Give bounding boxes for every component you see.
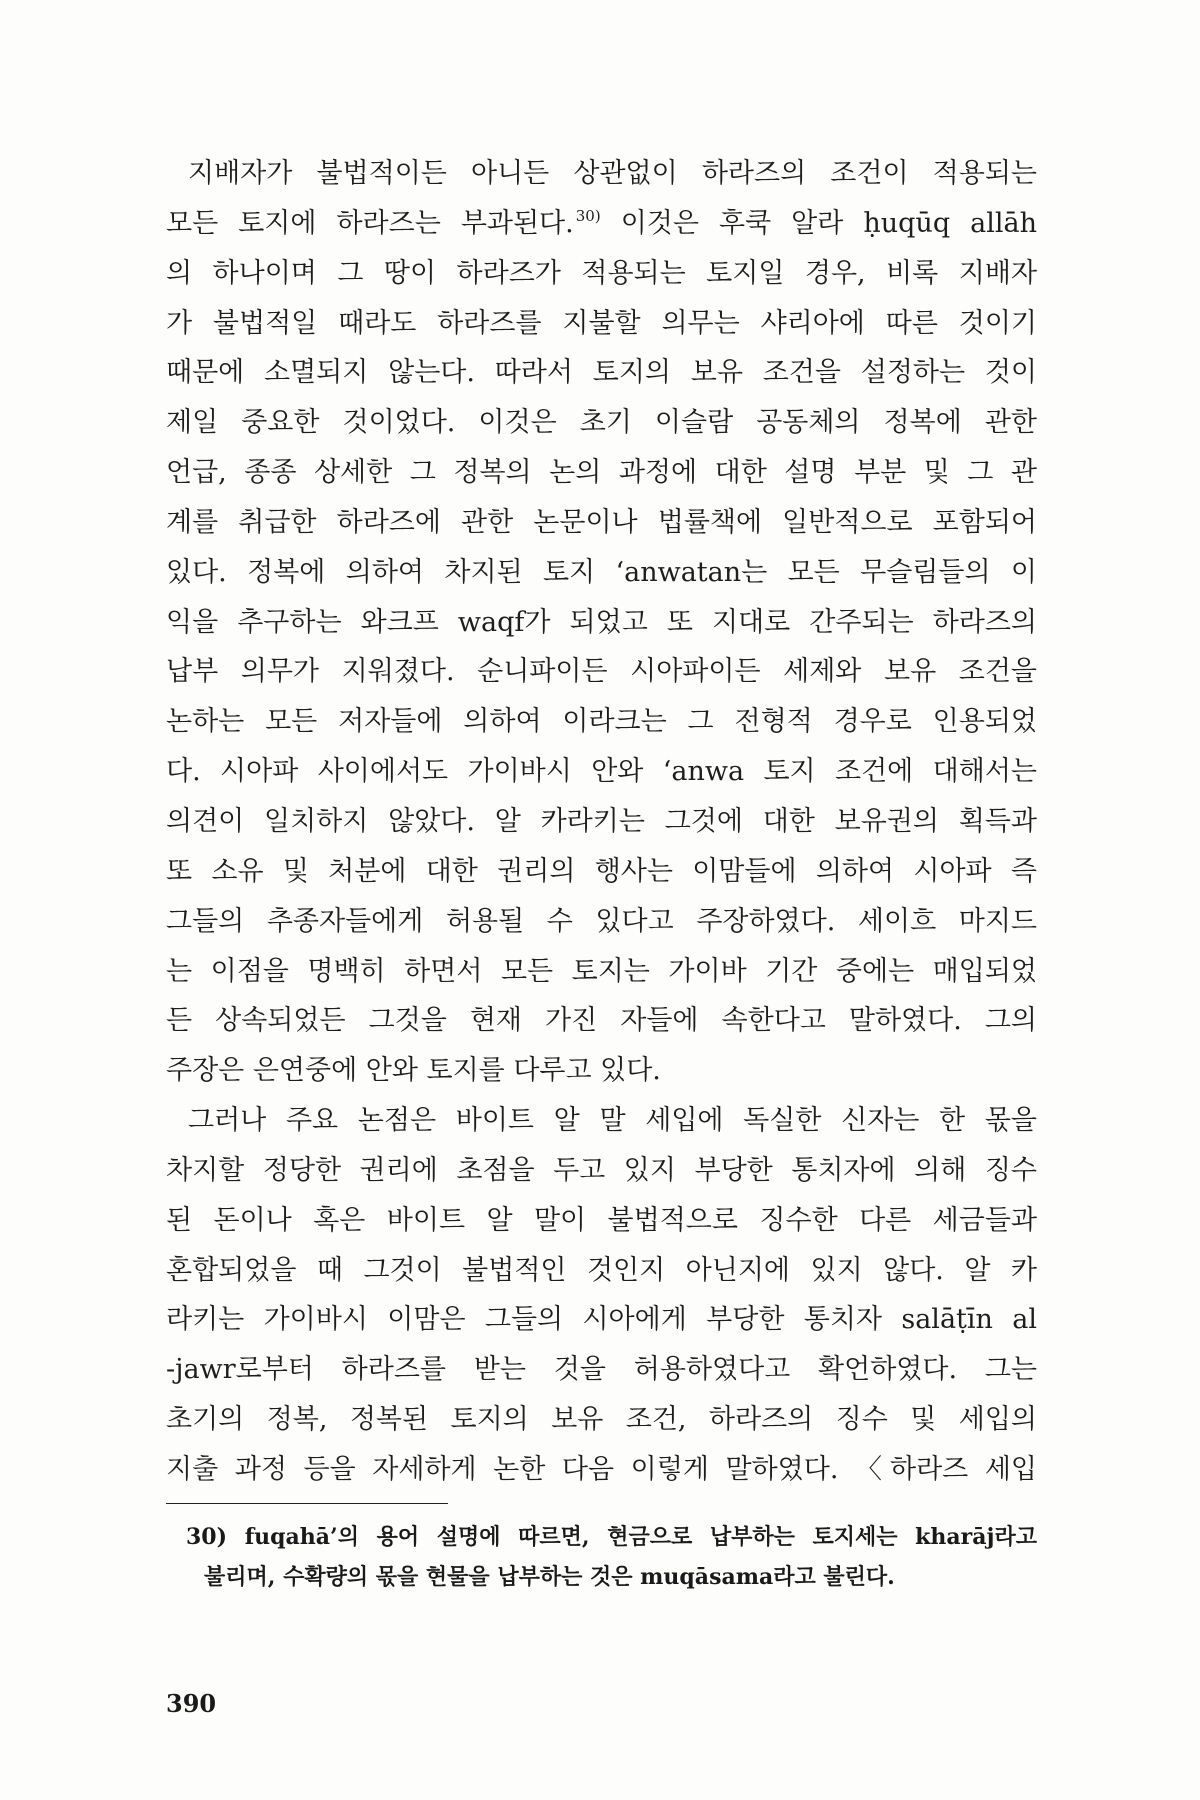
text-line: 그들의 추종자들에게 허용될 수 있다고 주장하였다. 세이흐 마지드 — [166, 905, 1037, 937]
text-line: 든 상속되었든 그것을 현재 가진 자들에 속한다고 말하였다. 그의 — [166, 1005, 1037, 1037]
text-line: 그러나 주요 논점은 바이트 알 말 세입에 독실한 신자는 한 몫을 — [188, 1105, 1037, 1137]
text-line: 혼합되었을 때 그것이 불법적인 것인지 아닌지에 있지 않다. 알 카 — [166, 1254, 1037, 1286]
footnote — [186, 1517, 1037, 1597]
text-line: 된 돈이나 혹은 바이트 알 말이 불법적으로 징수한 다른 세금들과 — [166, 1204, 1037, 1236]
text-line: 지출 과정 등을 자세하게 논한 다음 이렇게 말하였다. 〈하라즈 세입 — [166, 1453, 1037, 1485]
text-line: 언급, 종종 상세한 그 정복의 논의 과정에 대한 설명 부분 및 그 관 — [166, 457, 1037, 489]
text-line: 라키는 가이바시 이맘은 그들의 시아에게 부당한 통치자 salāṭīn al — [166, 1304, 1037, 1336]
text-line: 익을 추구하는 와크프 waqf가 되었고 또 지대로 간주되는 하라즈의 — [166, 606, 1037, 638]
text-line: 차지할 정당한 권리에 초점을 두고 있지 부당한 통치자에 의해 징수 — [166, 1154, 1037, 1186]
text-line: 는 이점을 명백히 하면서 모든 토지는 가이바 기간 중에는 매입되었 — [166, 955, 1037, 987]
text-line: 다. 시아파 사이에서도 가이바시 안와 ‘anwa 토지 조건에 대해서는 — [166, 756, 1037, 788]
text-line: 납부 의무가 지워졌다. 순니파이든 시아파이든 세제와 보유 조건을 — [166, 656, 1037, 688]
footnote-line — [186, 1517, 1037, 1557]
text-line: 제일 중요한 것이었다. 이것은 초기 이슬람 공동체의 정복에 관한 — [166, 407, 1037, 439]
footnote-line: 불리며, 수확량의 몫을 현물을 납부하는 것은 muqāsama라고 불린다. — [204, 1564, 895, 1590]
footnote-marker: 30) — [186, 1524, 228, 1550]
text-segment: 모든 토지에 하라즈는 부과된다. — [166, 207, 574, 239]
footnote-reference: 30) — [575, 206, 601, 225]
text-line: 지배자가 불법적이든 아니든 상관없이 하라즈의 조건이 적용되는 — [188, 158, 1037, 189]
text-line: 또 소유 및 처분에 대한 권리의 행사는 이맘들에 의하여 시아파 즉 — [166, 855, 1037, 887]
text-line: 의견이 일치하지 않았다. 알 카라키는 그것에 대한 보유권의 획득과 — [166, 805, 1037, 837]
text-line: 초기의 정복, 정복된 토지의 보유 조건, 하라즈의 징수 및 세입의 — [166, 1404, 1037, 1436]
text-line: 가 불법적일 때라도 하라즈를 지불할 의무는 샤리아에 따른 것이기 — [166, 307, 1037, 339]
text-line: -jawr로부터 하라즈를 받는 것을 허용하였다고 확언하였다. 그는 — [166, 1354, 1037, 1386]
text-line: 의 하나이며 그 땅이 하라즈가 적용되는 토지일 경우, 비록 지배자 — [166, 257, 1037, 289]
text-line: 계를 취급한 하라즈에 관한 논문이나 법률책에 일반적으로 포함되어 — [166, 506, 1037, 538]
text-line — [166, 199, 1037, 249]
page-number: 390 — [166, 1689, 217, 1718]
footnote-separator — [166, 1503, 448, 1504]
text-line: 논하는 모든 저자들에 의하여 이라크는 그 전형적 경우로 인용되었 — [166, 706, 1037, 738]
footnote-text: fuqahā’의 용어 설명에 따르면, 현금으로 납부하는 토지세는 kharāj라고 — [244, 1524, 1037, 1550]
body-text — [166, 149, 1037, 1495]
text-line: 때문에 소멸되지 않는다. 따라서 토지의 보유 조건을 설정하는 것이 — [166, 357, 1037, 389]
paragraph — [166, 149, 1037, 1096]
text-segment: 이것은 후쿡 알라 ḥuqūq allāh — [620, 207, 1037, 239]
text-line: 주장은 은연중에 안와 토지를 다루고 있다. — [166, 1055, 661, 1087]
paragraph — [166, 1096, 1037, 1495]
text-line: 있다. 정복에 의하여 차지된 토지 ‘anwatan는 모든 무슬림들의 이 — [166, 556, 1037, 588]
